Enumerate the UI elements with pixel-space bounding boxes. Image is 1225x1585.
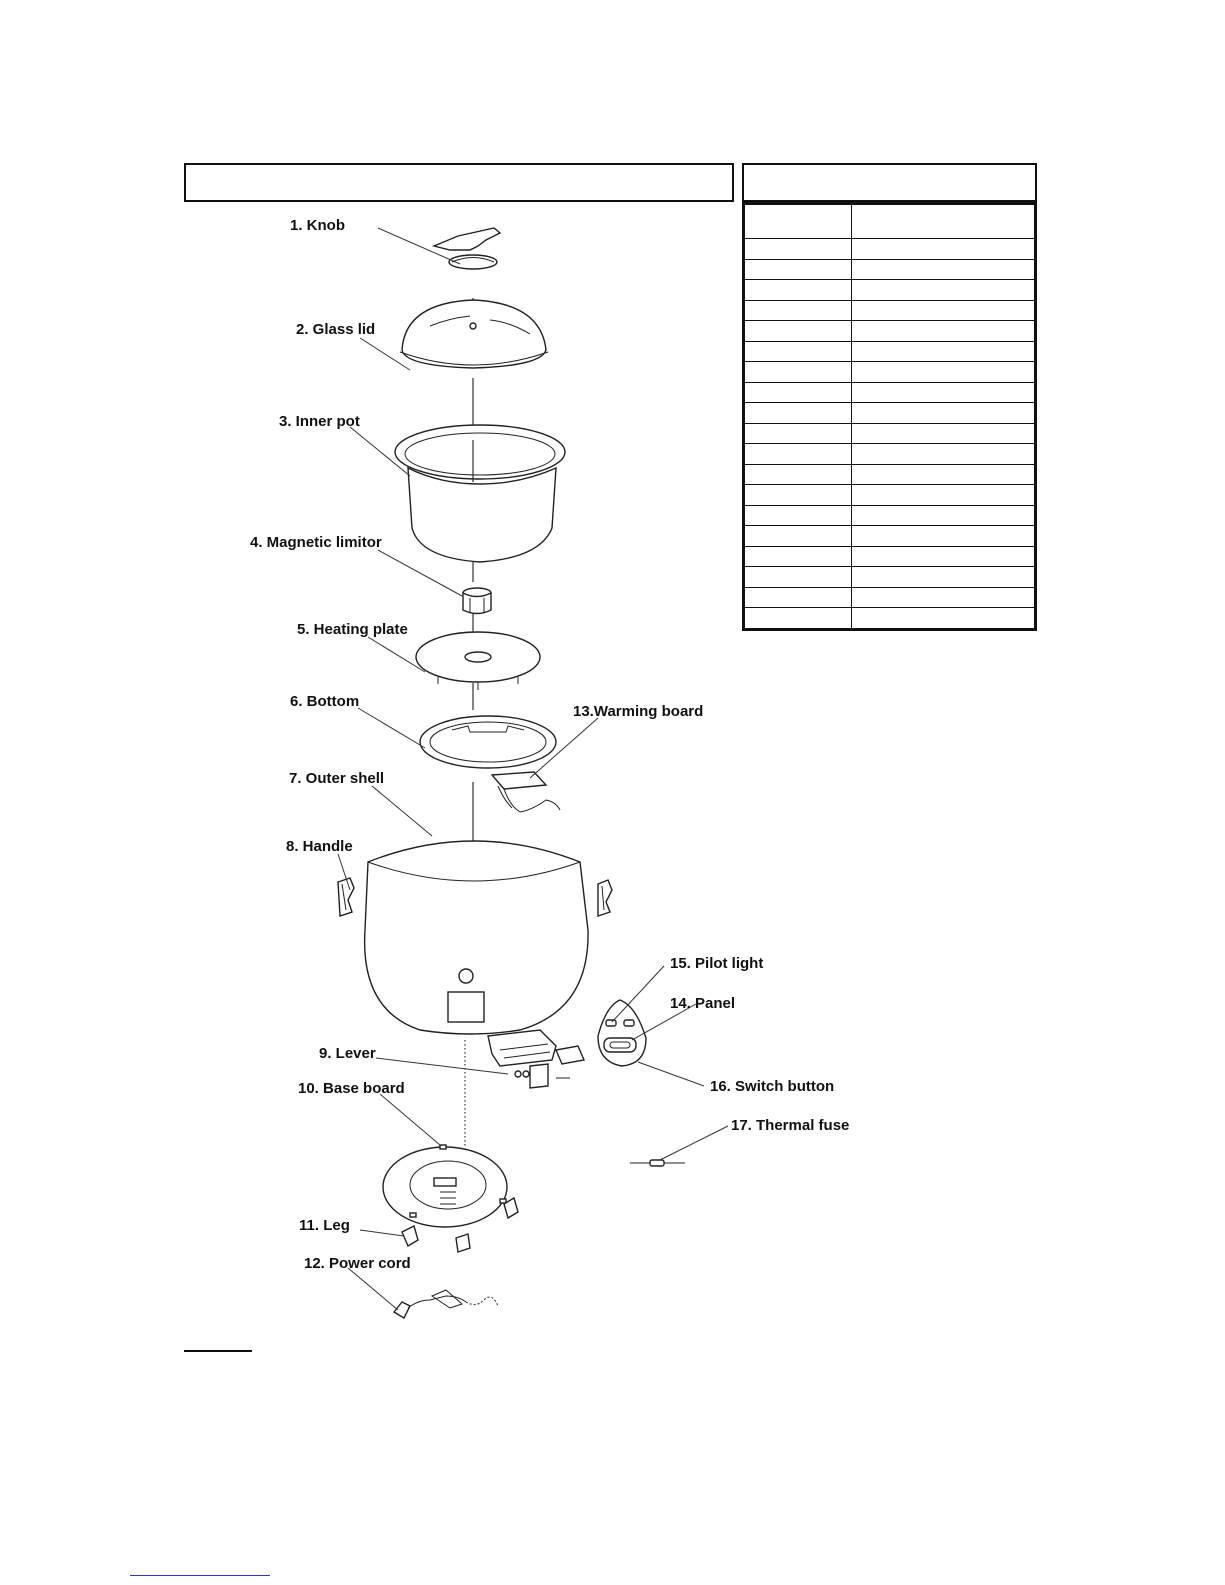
label-heating-plate: 5. Heating plate bbox=[297, 621, 408, 638]
label-warming-board: 13.Warming board bbox=[573, 703, 704, 720]
label-panel: 14. Panel bbox=[670, 995, 736, 1012]
thermal-fuse-icon bbox=[630, 1160, 685, 1166]
leader-line bbox=[348, 1268, 398, 1310]
label-glass-lid: 2. Glass lid bbox=[296, 321, 376, 338]
leader-line bbox=[638, 1062, 704, 1086]
warming-board-icon bbox=[492, 772, 560, 812]
base-board-icon bbox=[383, 1145, 507, 1227]
switch-button-icon bbox=[604, 1038, 636, 1052]
magnetic-limitor-icon bbox=[463, 588, 491, 614]
panel-icon bbox=[598, 1000, 646, 1066]
knob-icon bbox=[434, 228, 500, 269]
leader-line bbox=[612, 966, 664, 1022]
leader-line bbox=[360, 1230, 404, 1236]
label-switch-button: 16. Switch button bbox=[710, 1078, 835, 1095]
glass-lid-icon bbox=[400, 300, 548, 368]
label-thermal-fuse: 17. Thermal fuse bbox=[731, 1117, 850, 1134]
leader-line bbox=[380, 1094, 440, 1145]
label-handle: 8. Handle bbox=[286, 838, 353, 855]
power-cord-icon bbox=[394, 1290, 498, 1318]
leader-line bbox=[358, 708, 425, 748]
inner-pot-icon bbox=[395, 425, 565, 562]
label-lever: 9. Lever bbox=[319, 1045, 376, 1062]
label-base-board: 10. Base board bbox=[298, 1080, 405, 1097]
label-leg: 11. Leg bbox=[299, 1217, 350, 1234]
label-bottom: 6. Bottom bbox=[290, 693, 360, 710]
label-inner-pot: 3. Inner pot bbox=[279, 413, 360, 430]
label-knob: 1. Knob bbox=[290, 217, 345, 234]
heating-plate-icon bbox=[416, 632, 540, 690]
leader-line bbox=[376, 1058, 508, 1074]
label-outer-shell: 7. Outer shell bbox=[289, 770, 385, 787]
footer-link-underline bbox=[130, 1575, 270, 1576]
label-magnetic-limitor: 4. Magnetic limitor bbox=[250, 534, 382, 551]
label-power-cord: 12. Power cord bbox=[304, 1255, 411, 1272]
outer-shell-icon bbox=[365, 841, 588, 1034]
label-pilot-light: 15. Pilot light bbox=[670, 955, 764, 972]
leader-line bbox=[660, 1126, 728, 1160]
leader-line bbox=[372, 786, 432, 836]
pilot-light-icon bbox=[606, 1020, 616, 1026]
lever-icon bbox=[488, 1030, 584, 1088]
bottom-icon bbox=[420, 716, 556, 768]
footnote-rule bbox=[184, 1350, 252, 1352]
